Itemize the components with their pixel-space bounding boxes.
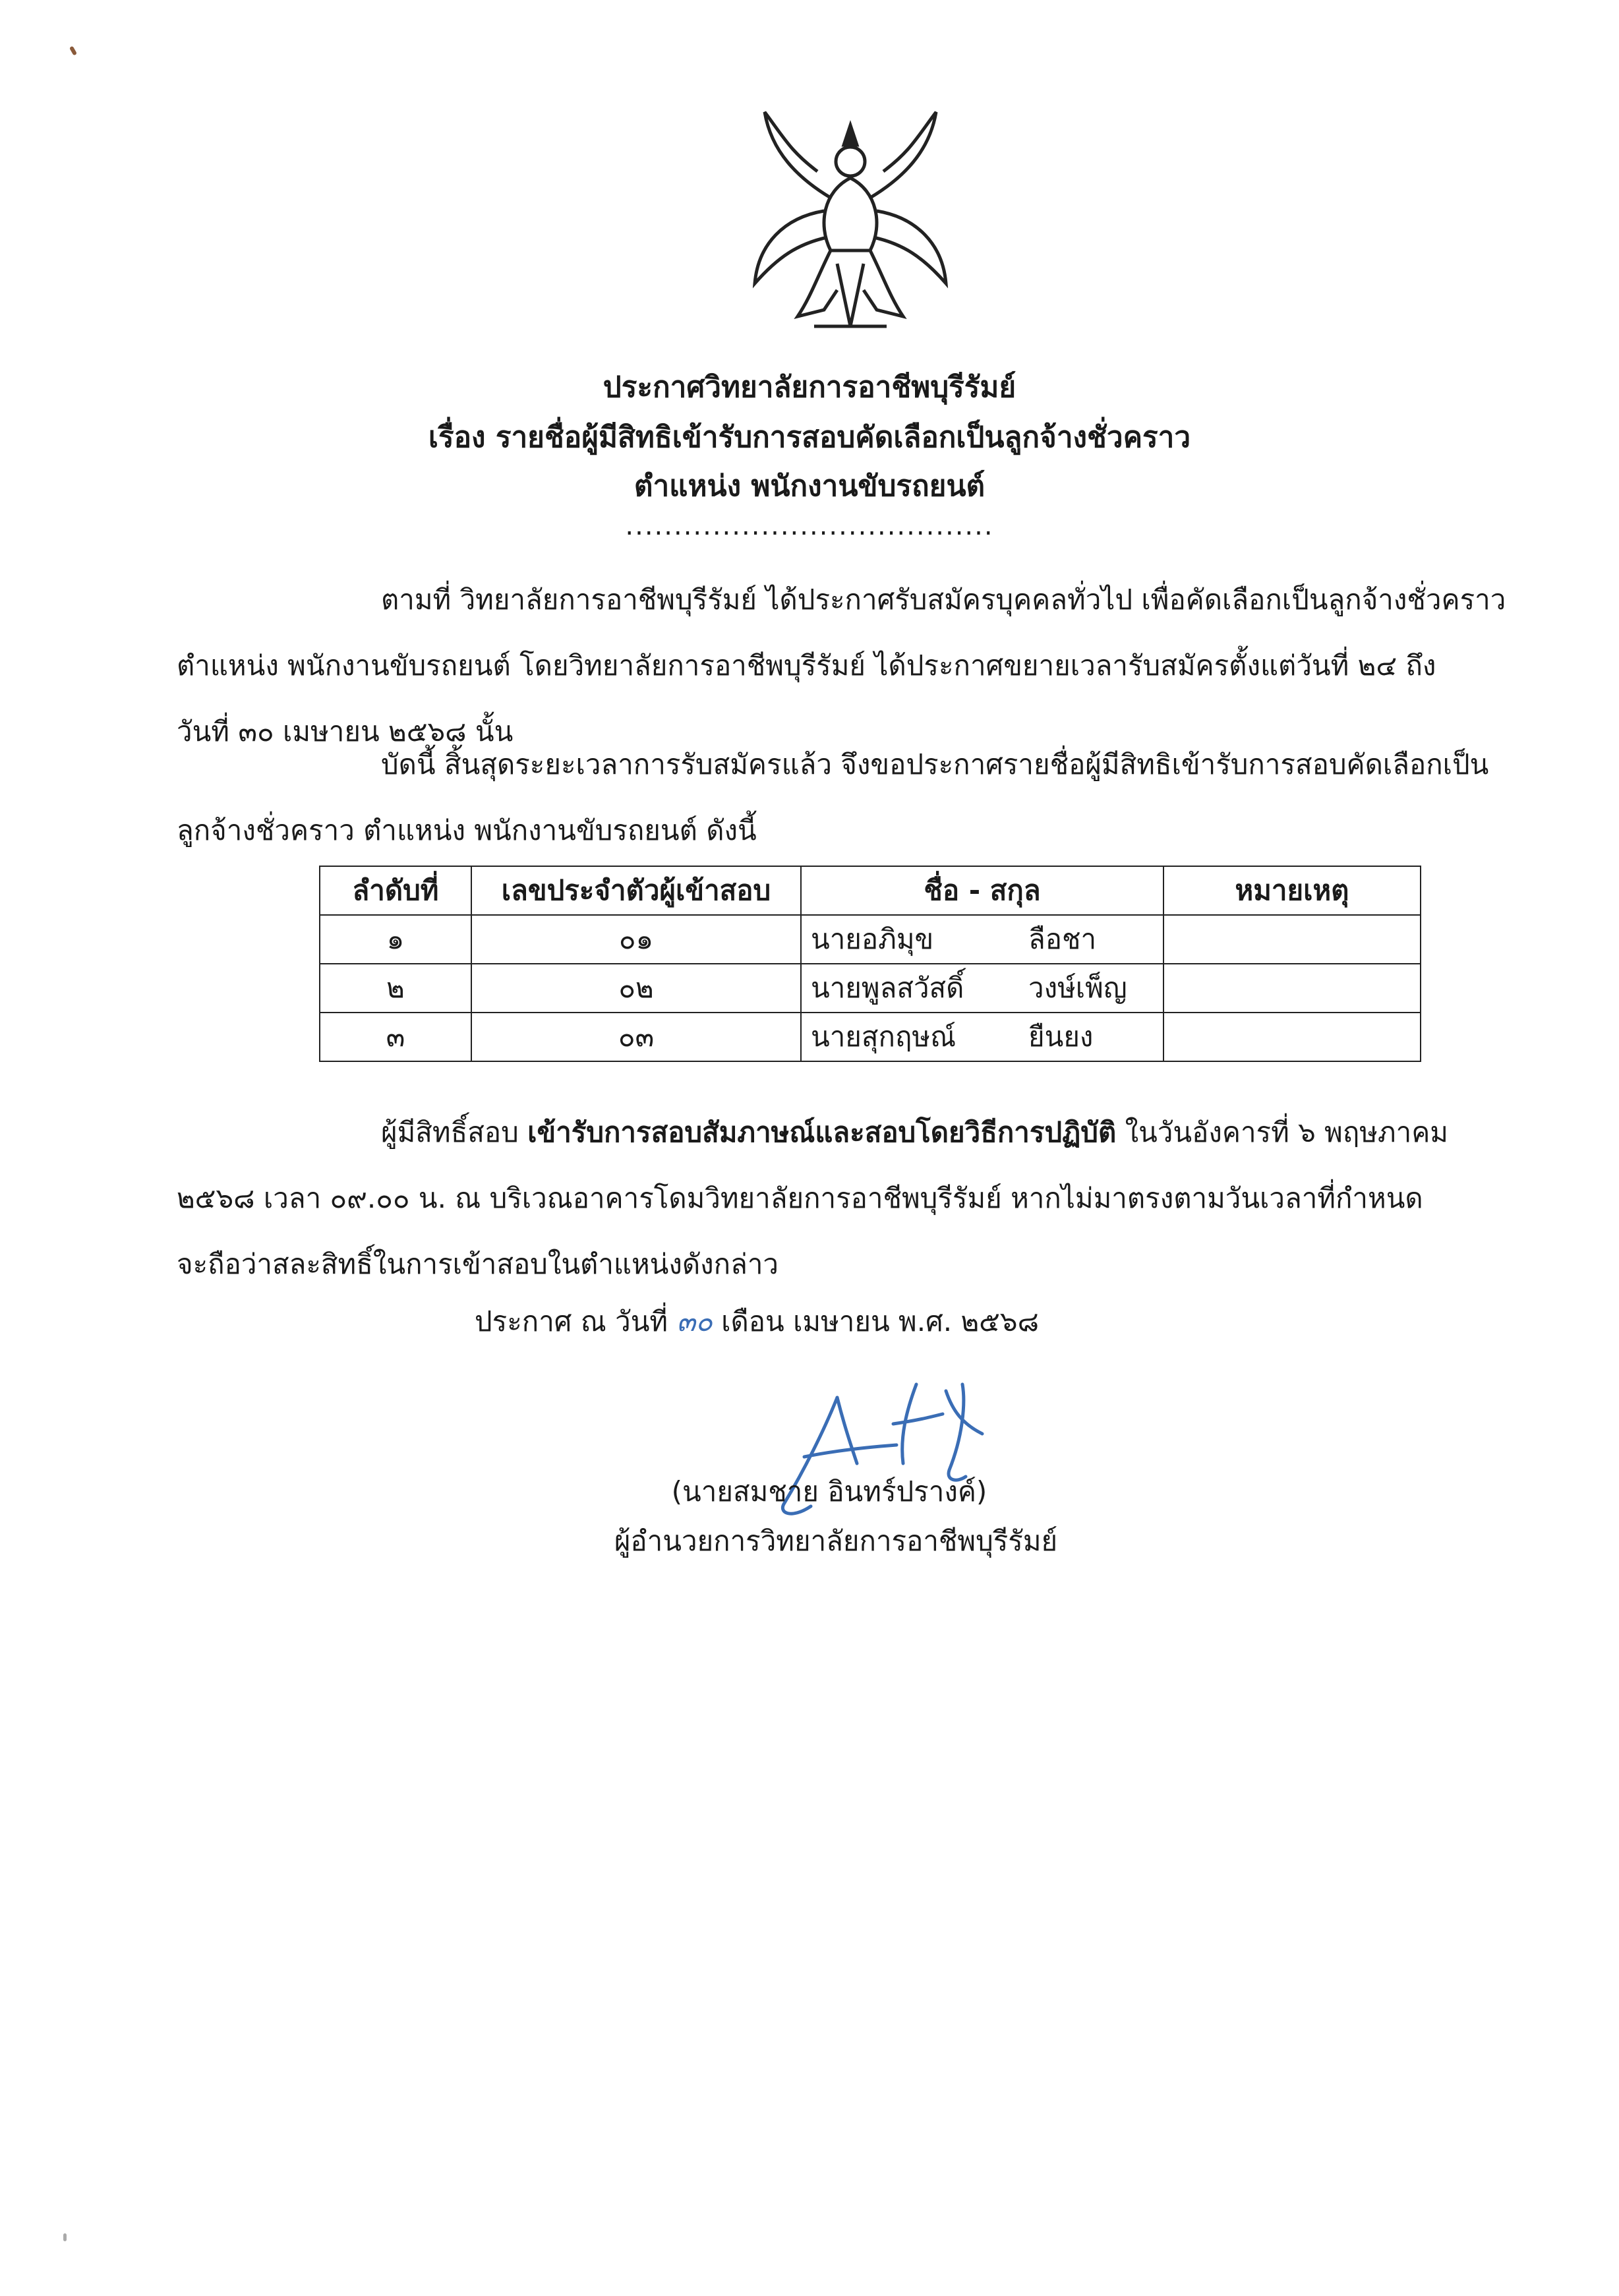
table-row <box>320 1013 1421 1061</box>
col-header-exam-id: เลขประจำตัวผู้เข้าสอบ <box>471 866 801 915</box>
garuda-emblem-icon <box>745 99 956 343</box>
exam-details-line-3: จะถือว่าสละสิทธิ์ในการเข้าสอบในตำแหน่งดังกล่าว <box>177 1248 779 1280</box>
signatory-title: ผู้อำนวยการวิทยาลัยการอาชีพบุรีรัมย์ <box>614 1525 1058 1557</box>
signatory-name: (นายสมชาย อินทร์ปรางค์) <box>671 1475 987 1508</box>
col-header-order: ลำดับที่ <box>320 866 471 915</box>
cell-exam-id: ๐๓ <box>471 1013 801 1061</box>
date-suffix: เดือน เมษายน พ.ศ. ๒๕๖๘ <box>712 1305 1039 1338</box>
exam-details-line-2: ๒๕๖๘ เวลา ๐๙.๐๐ น. ณ บริเวณอาคารโดมวิทยาลัยการอาชีพบุรีรัมย์ หากไม่มาตรงตามวันเวลาที่กำหนด <box>177 1182 1423 1214</box>
paragraph-now <box>177 732 1515 864</box>
exam-lead: ผู้มีสิทธิ์สอบ <box>381 1116 528 1148</box>
announcement-title: ประกาศวิทยาลัยการอาชีพบุรีรัมย์ <box>603 370 1016 404</box>
header-separator: ...................................... <box>625 511 994 541</box>
first-name: นายพูลสวัสดิ์ <box>811 972 964 1004</box>
last-name: วงษ์เพ็ญ <box>1028 972 1127 1004</box>
table-header-row <box>320 866 1421 915</box>
exam-date: ในวันอังคารที่ ๖ พฤษภาคม <box>1116 1116 1448 1148</box>
cell-remark <box>1163 964 1421 1013</box>
col-header-remark: หมายเหตุ <box>1163 866 1421 915</box>
cell-order: ๑ <box>320 915 471 964</box>
first-name: นายสุกฤษณ์ <box>811 1020 957 1053</box>
paragraph-exam-details <box>177 1100 1515 1297</box>
paragraph-now-line-2: ลูกจ้างชั่วคราว ตำแหน่ง พนักงานขับรถยนต์ ดังนี้ <box>177 814 757 846</box>
announcement-position: ตำแหน่ง พนักงานขับรถยนต์ <box>633 469 986 503</box>
scan-speck <box>69 45 77 55</box>
first-name: นายอภิมุข <box>811 923 934 955</box>
paragraph-intro-line-3: วันที่ ๓๐ เมษายน ๒๕๖๘ นั้น <box>177 715 514 748</box>
cell-remark <box>1163 1013 1421 1061</box>
table-row <box>320 964 1421 1013</box>
exam-type: เข้ารับการสอบสัมภาษณ์และสอบโดยวิธีการปฏิบัติ <box>527 1116 1117 1148</box>
cell-name <box>801 915 1163 964</box>
paragraph-intro-line-1: ตามที่ วิทยาลัยการอาชีพบุรีรัมย์ ได้ประกาศรับสมัครบุคคลทั่วไป เพื่อคัดเลือกเป็นลูกจ้างชั่วคราว <box>381 583 1506 616</box>
col-header-name: ชื่อ - สกุล <box>801 866 1163 915</box>
cell-order: ๒ <box>320 964 471 1013</box>
cell-remark <box>1163 915 1421 964</box>
cell-exam-id: ๐๑ <box>471 915 801 964</box>
cell-name <box>801 964 1163 1013</box>
date-day-handwritten: ๓๐ <box>676 1305 713 1338</box>
scan-speck <box>63 2233 67 2241</box>
table-row <box>320 915 1421 964</box>
announcement-date <box>0 1300 1619 1343</box>
date-prefix: ประกาศ ณ วันที่ <box>475 1305 677 1338</box>
last-name: ลือชา <box>1028 923 1097 955</box>
cell-order: ๓ <box>320 1013 471 1061</box>
paragraph-intro-line-2: ตำแหน่ง พนักงานขับรถยนต์ โดยวิทยาลัยการอาชีพบุรีรัมย์ ได้ประกาศขยายเวลารับสมัครตั้งแต่วันที่ ๒๔ ถึง <box>177 649 1436 682</box>
paragraph-now-line-1: บัดนี้ สิ้นสุดระยะเวลาการรับสมัครแล้ว จึงขอประกาศรายชื่อผู้มีสิทธิเข้ารับการสอบคัดเลือกเป็น <box>381 748 1489 780</box>
cell-name <box>801 1013 1163 1061</box>
announcement-subject: เรื่อง รายชื่อผู้มีสิทธิเข้ารับการสอบคัดเลือกเป็นลูกจ้างชั่วคราว <box>428 421 1191 454</box>
last-name: ยืนยง <box>1028 1020 1094 1053</box>
cell-exam-id: ๐๒ <box>471 964 801 1013</box>
candidates-table <box>319 866 1421 1062</box>
